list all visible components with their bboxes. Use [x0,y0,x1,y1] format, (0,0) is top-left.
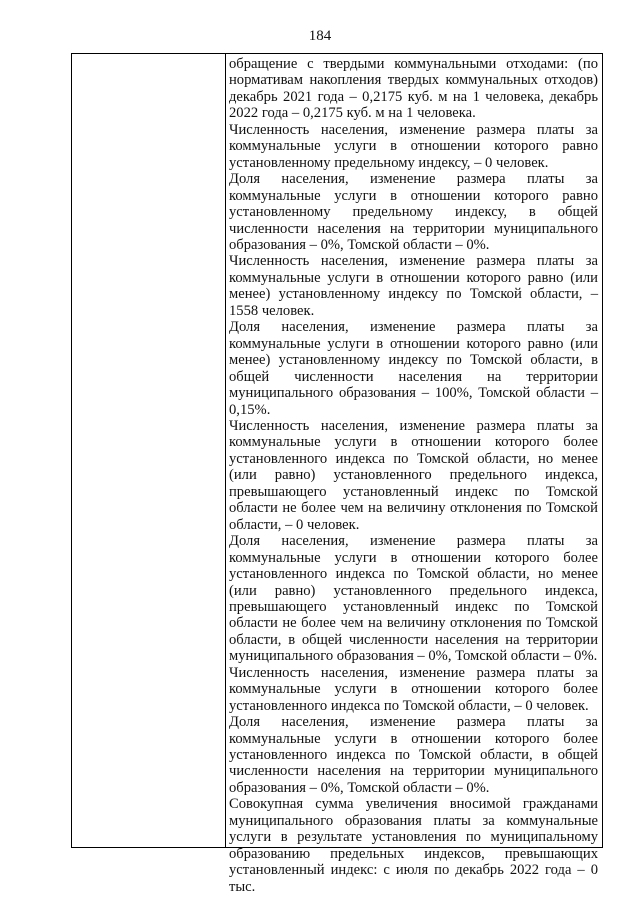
paragraph: Численность населения, изменение размера платы за коммунальные услуги в отношении которого более установленного индекса по Томской области, но менее (или равно) установленного предельного индекса, превышающего установленный индекс по Томской области не более чем на величину отклонения по Томской области, – 0 человек. [229,417,598,533]
paragraph: Доля населения, изменение размера платы за коммунальные услуги в отношении которого более установленного индекса по Томской области, но менее (или равно) установленного предельного индекса, превышающего установленный индекс по Томской области не более чем на величину отклонения по Томской области, в общей численности населения на территории муниципального образования – 0%, Томской области – 0%. [229,533,598,665]
paragraph: Доля населения, изменение размера платы за коммунальные услуги в отношении которого равно установленному предельному индексу, в общей численности населения на территории муниципального образования – 0%, Томской области – 0%. [229,171,598,253]
page-number: 184 [308,28,332,44]
paragraph: Численность населения, изменение размера платы за коммунальные услуги в отношении которого более установленного индекса по Томской области, – 0 человек. [229,664,598,714]
text-cell [229,56,598,895]
paragraph: обращение с твердыми коммунальными отходами: (по нормативам накопления твердых коммунальных отходов) декабрь 2021 года – 0,2175 куб. м на 1 человека, декабрь 2022 года – 0,2175 куб. м на 1 человека. [229,56,598,122]
paragraph: Доля населения, изменение размера платы за коммунальные услуги в отношении которого равно (или менее) установленному индексу по Томской области, в общей численности населения на территории муниципального образования – 100%, Томской области – 0,15%. [229,319,598,418]
paragraph: Совокупная сумма увеличения вносимой гражданами муниципального образования платы за коммунальные услуги в результате установления по муниципальному образованию предельных индексов, превышающих установленный индекс: с июля по декабрь 2022 года – 0 тыс. [229,796,598,895]
document-table [71,53,603,895]
column-divider [225,54,226,847]
paragraph: Численность населения, изменение размера платы за коммунальные услуги в отношении которого равно установленному предельному индексу, – 0 человек. [229,121,598,171]
paragraph: Доля населения, изменение размера платы за коммунальные услуги в отношении которого более установленного индекса по Томской области, в общей численности населения на территории муниципального образования – 0%, Томской области – 0%. [229,714,598,796]
paragraph: Численность населения, изменение размера платы за коммунальные услуги в отношении которого равно (или менее) установленному индексу по Томской области, – 1558 человек. [229,253,598,319]
